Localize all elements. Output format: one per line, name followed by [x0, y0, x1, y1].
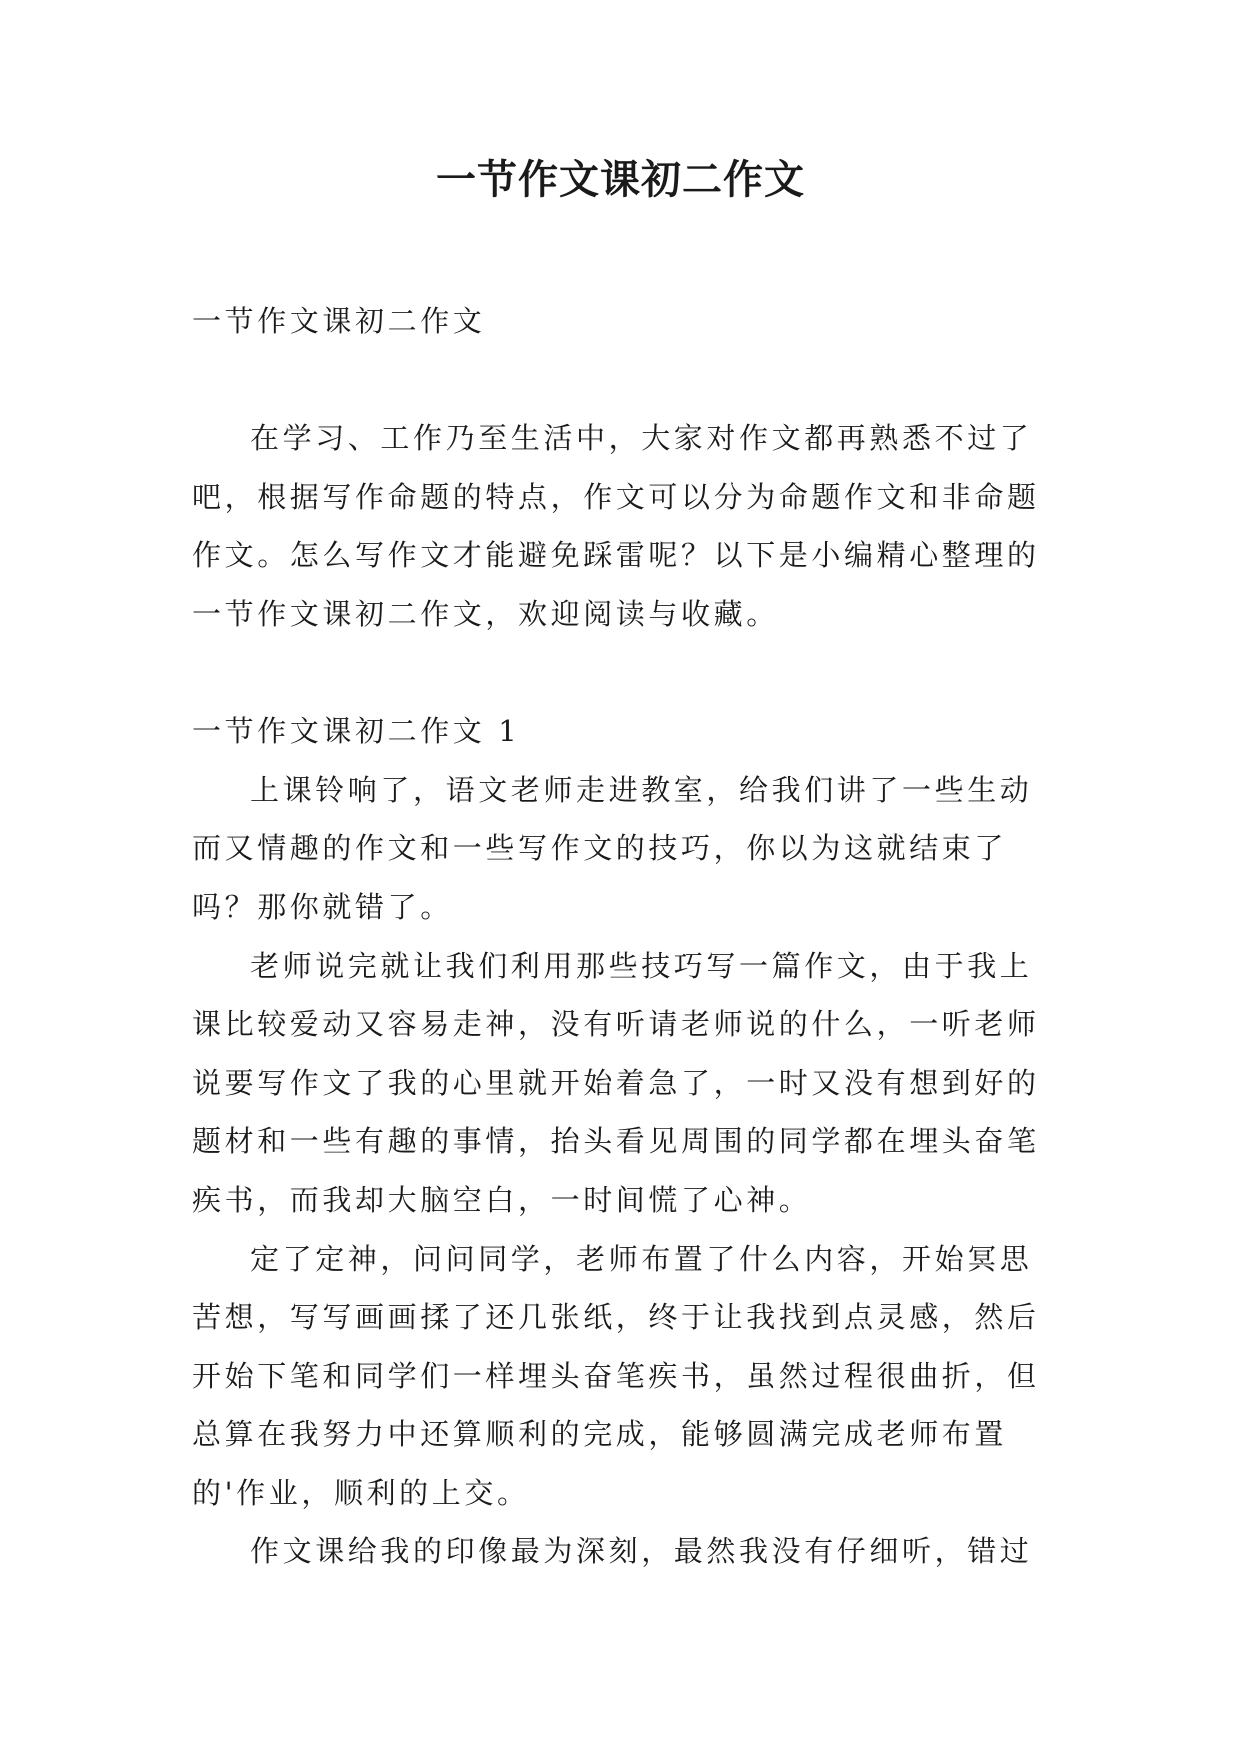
document-subtitle: 一节作文课初二作文	[192, 304, 486, 338]
body-paragraph-4: 作文课给我的印像最为深刻，最然我没有仔细听，错过	[250, 1534, 1033, 1569]
document-body	[192, 292, 1052, 1581]
body-paragraph-3: 定了定神，问问同学，老师布置了什么内容，开始冥思苦想，写写画画揉了还几张纸，终于让我找到点灵感，然后开始下笔和同学们一样埋头奋笔疾书，虽然过程很曲折，但总算在我努力中还算顺利的完成，能够圆满完成老师布置的'作业，顺利的上交。	[192, 1241, 1040, 1510]
section-heading: 一节作文课初二作文 1	[192, 714, 521, 749]
intro-paragraph: 在学习、工作乃至生活中，大家对作文都再熟悉不过了吧，根据写作命题的特点，作文可以分为命题作文和非命题作文。怎么写作文才能避免踩雷呢？以下是小编精心整理的一节作文课初二作文，欢迎阅读与收藏。	[192, 421, 1040, 631]
spacer	[192, 351, 1052, 410]
body-paragraph-1: 上课铃响了，语文老师走进教室，给我们讲了一些生动而又情趣的作文和一些写作文的技巧，你以为这就结束了吗？那你就错了。	[192, 772, 1033, 924]
body-paragraph-2: 老师说完就让我们利用那些技巧写一篇作文，由于我上课比较爱动又容易走神，没有听请老师说的什么，一听老师说要写作文了我的心里就开始着急了，一时又没有想到好的题材和一些有趣的事情，抬头看见周围的同学都在埋头奋笔疾书，而我却大脑空白，一时间慌了心神。	[192, 948, 1040, 1217]
page-title: 一节作文课初二作文	[436, 157, 805, 203]
spacer	[192, 644, 1052, 703]
